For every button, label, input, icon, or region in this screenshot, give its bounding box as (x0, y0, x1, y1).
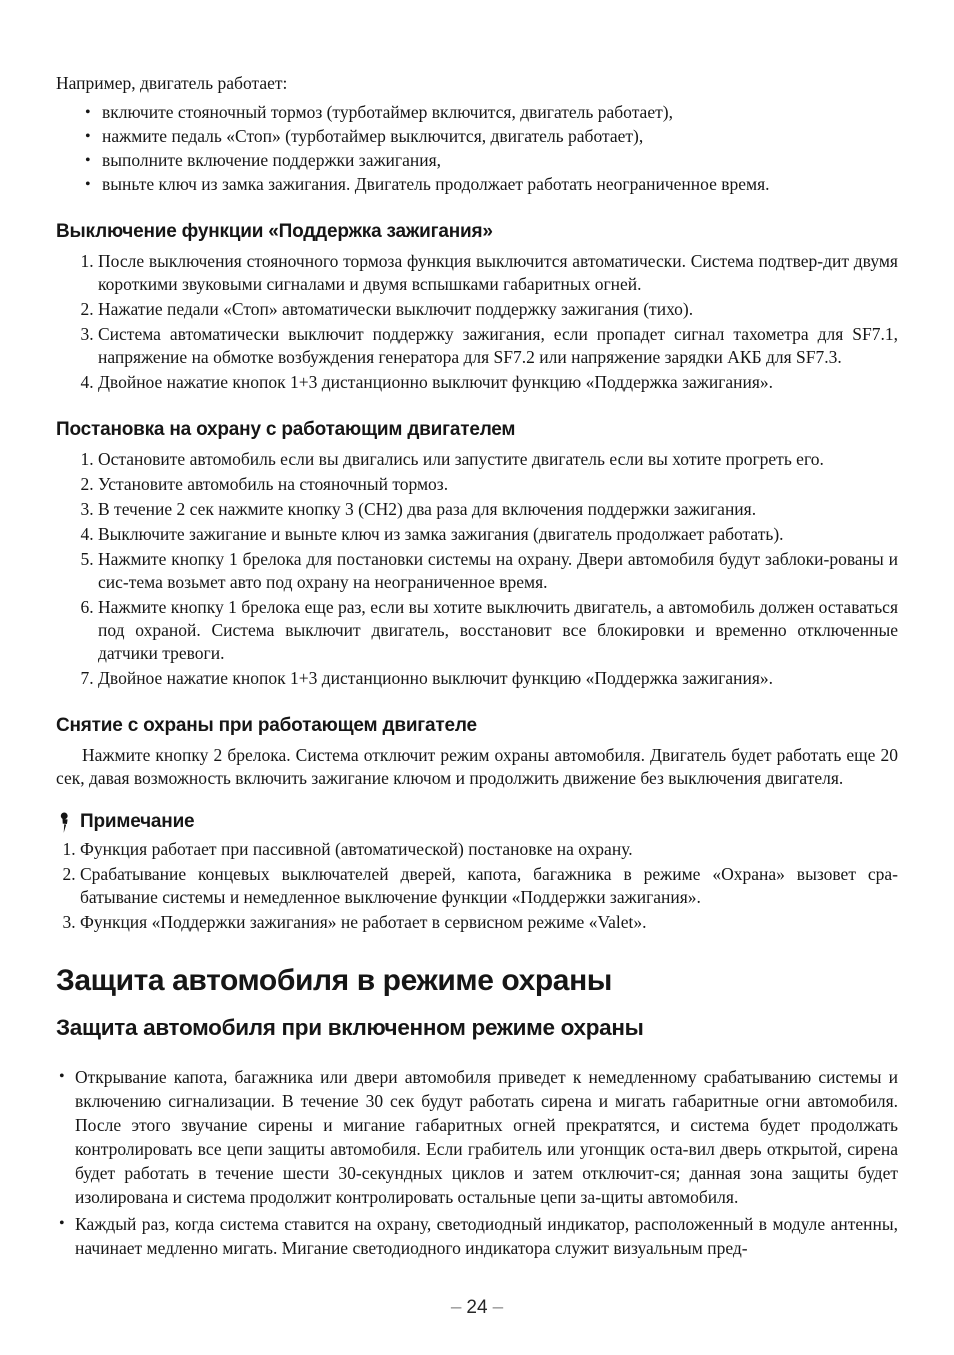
intro-bullet-list (56, 101, 898, 196)
list-item: • Каждый раз, когда система ставится на охрану, светодиодный индикатор, расположенный в модуле антенны, начинает медленно мигать. Мигание светодиодного индикатора служит визуальным пред- (75, 1212, 898, 1260)
section-heading-disarm-with-engine: Снятие с охраны при работающем двигателе (56, 715, 477, 736)
list-item: 7. Двойное нажатие кнопок 1+3 дистанционно выключит функцию «Поддержка зажигания». (98, 667, 898, 690)
note-header (56, 810, 898, 834)
list-item: 3. В течение 2 сек нажмите кнопку 3 (CH2) два раза для включения поддержки зажигания. (98, 498, 898, 521)
list-item: 2. Срабатывание концевых выключателей дверей, капота, багажника в режиме «Охрана» вызовет сра-батывание системы и немедленное выключение функции «Поддержки зажигания». (80, 863, 898, 909)
section-heading-arm-with-engine: Постановка на охрану с работающим двигателем (56, 419, 516, 440)
list-item: 2. Установите автомобиль на стояночный тормоз. (98, 473, 898, 496)
pushpin-icon (56, 812, 72, 833)
list-item: 1. После выключения стояночного тормоза функция выключится автоматически. Система подтвер-дит двумя короткими звуковыми сигналами и двумя вспышками габаритных огней. (98, 250, 898, 296)
page-number-dash-left: – (450, 1297, 462, 1318)
list-item: • выполните включение поддержки зажигания, (102, 149, 898, 172)
list-item: • нажмите педаль «Стоп» (турботаймер выключится, двигатель работает), (102, 125, 898, 148)
list-item: 1. Остановите автомобиль если вы двигались или запустите двигатель если вы хотите прогреть его. (98, 448, 898, 471)
arm-with-engine-list (56, 448, 898, 690)
page-number-value: 24 (466, 1297, 488, 1318)
chapter-bullet-list (56, 1065, 898, 1260)
list-item: 1. Функция работает при пассивной (автоматической) постановке на охрану. (80, 838, 898, 861)
section-heading-ignition-support-off: Выключение функции «Поддержка зажигания» (56, 221, 493, 242)
list-item: 3. Функция «Поддержки зажигания» не работает в сервисном режиме «Valet». (80, 911, 898, 934)
note-title: Примечание (80, 811, 195, 832)
list-item: • включите стояночный тормоз (турботаймер включится, двигатель работает), (102, 101, 898, 124)
list-item: • Открывание капота, багажника или двери автомобиля приведет к немедленному срабатыванию системы и включению сигнализации. В течение 30 сек будут работать сирена и мигать габаритные огни автомобиля. После этого звучание сирены и мигание габаритных огней прекратятся, и система будет продолжать контролировать все цепи защиты автомобиля. Если грабитель или угонщик оста-вил дверь открытой, сирена будет работать в течение шести 30-секундных циклов и затем отключит-ся; данная зона защиты будет изолирована и система продолжит контролировать остальные цепи за-щиты автомобиля. (75, 1065, 898, 1209)
disarm-with-engine-paragraph: Нажмите кнопку 2 брелока. Система отключит режим охраны автомобиля. Двигатель будет работать еще 20 сек, давая возможность включить зажигание ключом и продолжить движение без выключения двигателя. (56, 745, 898, 788)
intro-lead: Например, двигатель работает: (56, 73, 288, 93)
list-item: 5. Нажмите кнопку 1 брелока для постановки системы на охрану. Двери автомобиля будут заблоки-рованы и сис-тема возьмет авто под охрану на неограниченное время. (98, 548, 898, 594)
list-item: 3. Система автоматически выключит поддержку зажигания, если пропадет сигнал тахометра для SF7.1, напряжение на обмотке возбуждения генератора для SF7.2 или напряжение зарядки АКБ для SF7.3. (98, 323, 898, 369)
list-item: 2. Нажатие педали «Стоп» автоматически выключит поддержку зажигания (тихо). (98, 298, 898, 321)
note-list (56, 838, 898, 934)
chapter-subtitle: Защита автомобиля при включенном режиме охраны (56, 1015, 644, 1040)
list-item: • выньте ключ из замка зажигания. Двигатель продолжает работать неограниченное время. (102, 173, 898, 196)
chapter-title: Защита автомобиля в режиме охраны (56, 964, 613, 997)
page-number (0, 1297, 954, 1319)
ignition-support-off-list (56, 250, 898, 394)
page-number-dash-right: – (492, 1297, 504, 1318)
list-item: 4. Выключите зажигание и выньте ключ из замка зажигания (двигатель продолжает работать). (98, 523, 898, 546)
list-item: 4. Двойное нажатие кнопок 1+3 дистанционно выключит функцию «Поддержка зажигания». (98, 371, 898, 394)
list-item: 6. Нажмите кнопку 1 брелока еще раз, если вы хотите выключить двигатель, а автомобиль должен оставаться под охраной. Система выключит двигатель, восстановит все блокировки и временно отключенные датчики тревоги. (98, 596, 898, 665)
